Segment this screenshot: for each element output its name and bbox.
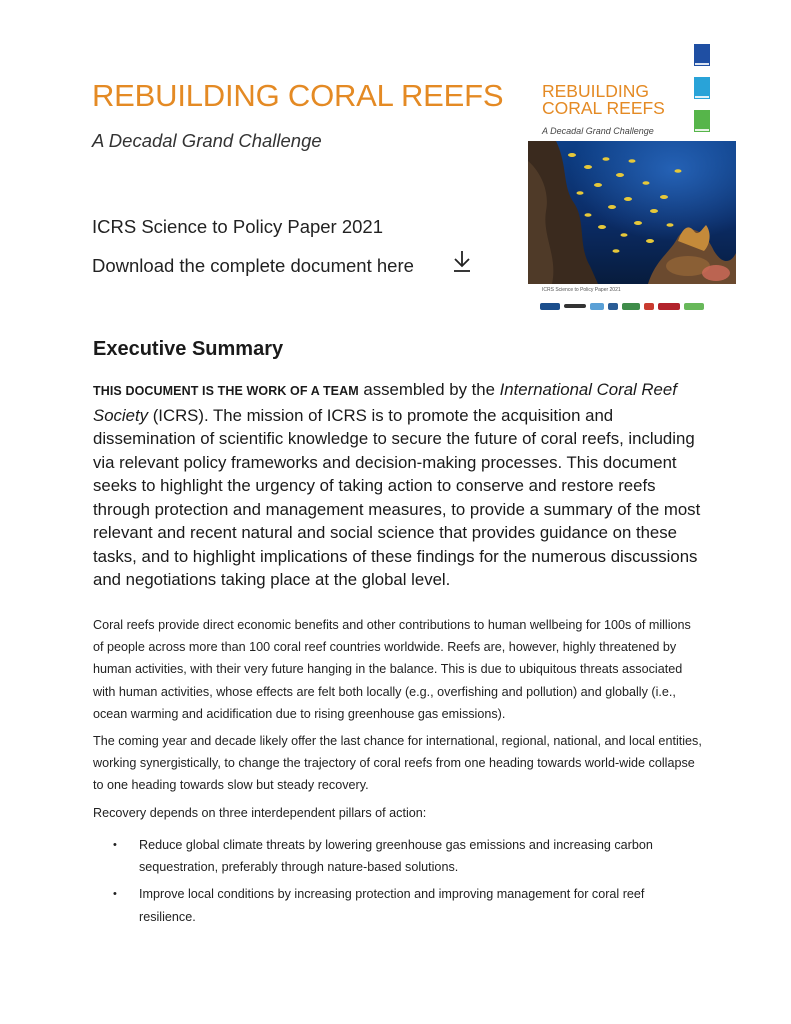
icrs-logo	[540, 303, 560, 310]
cover-subtitle: A Decadal Grand Challenge	[542, 126, 654, 136]
lead-caps: THIS DOCUMENT IS THE WORK OF A TEAM	[93, 384, 359, 398]
partner-logo	[590, 303, 604, 310]
partner-logo	[658, 303, 680, 310]
partner-logo	[564, 304, 586, 308]
list-item: • Improve local conditions by increasing protection and improving management for coral reef resilience.	[113, 883, 683, 927]
cover-title: REBUILDING CORAL REEFS	[542, 81, 665, 118]
body-paragraph: Coral reefs provide direct economic benefits and other contributions to human wellbeing for 100s of millions of people across more than 100 coral reef countries worldwide. Reefs are, however, highly threatened by human activities, with their very future hanging in the balance. This is due to ubiquitous threats associated with human activities, whose effects are felt both locally (e.g., overfishing and pollution) and globally (i.e., ocean warming and acidification due to rising greenhouse gas emissions).	[93, 618, 691, 721]
bullet-icon: •	[113, 888, 117, 901]
body-paragraph: The coming year and decade likely offer the last chance for international, regional, national, and local entities, working synergistically, to change the trajectory of coral reefs from one heading towards world-wide collapse to one heading towards slow but steady recovery.	[93, 734, 702, 793]
cover-caption: ICRS Science to Policy Paper 2021	[542, 287, 621, 293]
sdg-15-life-on-land-icon	[694, 110, 710, 132]
download-link[interactable]: Download the complete document here	[92, 255, 414, 276]
body-paragraph: Recovery depends on three interdependent pillars of action:	[93, 806, 427, 820]
paper-title: ICRS Science to Policy Paper 2021	[92, 216, 384, 237]
download-arrow-icon[interactable]	[452, 249, 472, 273]
partner-logo	[608, 303, 618, 310]
partner-logo	[622, 303, 640, 310]
partner-logos	[540, 299, 732, 313]
coral-reef-photo	[528, 141, 736, 284]
section-heading: Executive Summary	[93, 338, 284, 360]
lead-paragraph: THIS DOCUMENT IS THE WORK OF A TEAM assembled by the International Coral Reef Society (ICRS). The mission of ICRS is to promote the acquisition and dissemination of scientific knowledge to secure the future of coral reefs, including via relevant policy frameworks and decision-making processes. This document seeks to highlight the urgency of taking action to conserve and restore reefs through protection and management measures, to provide a summary of the most relevant and recent natural and social science that provides guidance on these tasks, and to highlight implications of these findings for the numerous discussions and negotiations taking place at the global level.	[93, 380, 701, 589]
bullet-icon: •	[113, 839, 117, 851]
cover-thumbnail[interactable]	[526, 40, 736, 325]
partner-logo	[644, 303, 654, 310]
pillars-list	[113, 834, 683, 933]
list-item: • Reduce global climate threats by lowering greenhouse gas emissions and increasing carbon sequestration, preferably through nature-based solutions.	[113, 834, 683, 878]
page-subtitle: A Decadal Grand Challenge	[92, 130, 322, 151]
society-name: International Coral Reef Society	[93, 380, 677, 425]
partner-logo	[684, 303, 704, 310]
sdg-14-life-below-water-icon	[694, 77, 710, 99]
page-title: REBUILDING CORAL REEFS	[92, 78, 504, 113]
sdg-13-climate-icon	[694, 44, 710, 66]
